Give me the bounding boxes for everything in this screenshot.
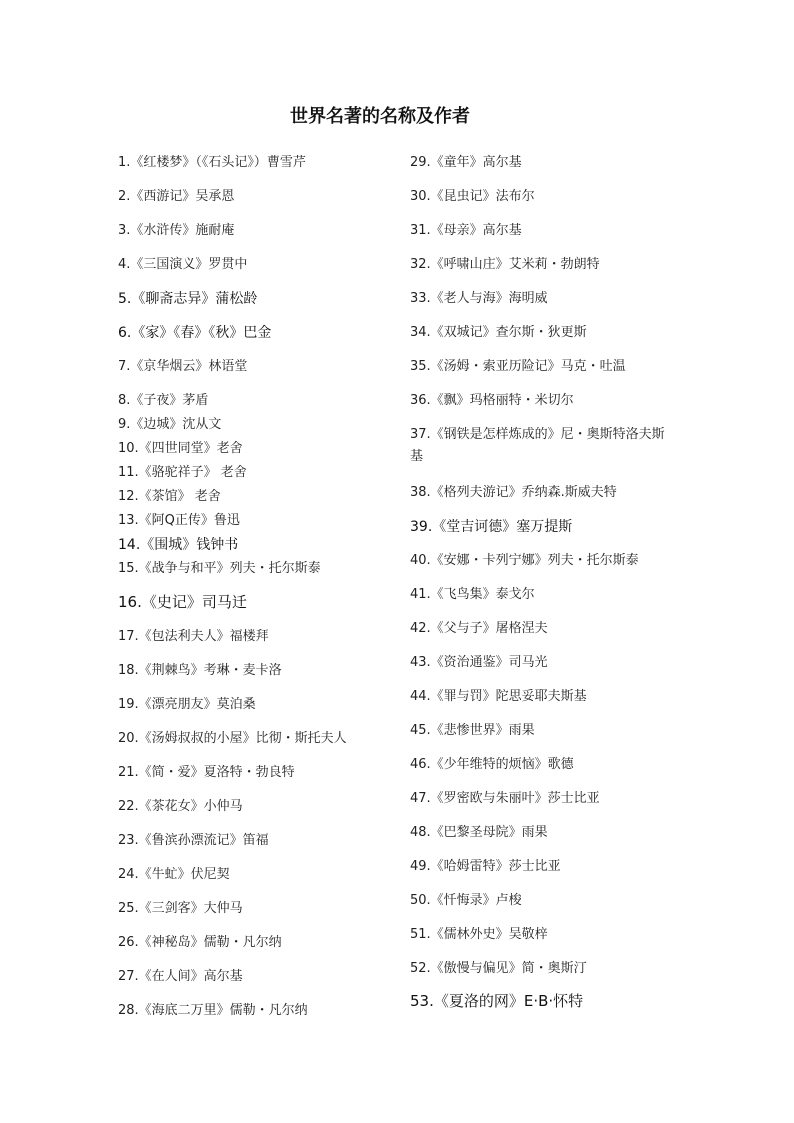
list-item: 21.《简・爱》夏洛特・勃良特 [118,765,295,780]
list-item: 45.《悲惨世界》雨果 [410,723,535,738]
list-item: 50.《忏悔录》卢梭 [410,893,522,908]
list-item: 24.《牛虻》伏尼契 [118,867,230,882]
list-item: 44.《罪与罚》陀思妥耶夫斯基 [410,689,587,704]
list-item: 34.《双城记》查尔斯・狄更斯 [410,325,587,340]
list-item: 2.《西游记》吴承恩 [118,189,235,204]
list-item: 48.《巴黎圣母院》雨果 [410,825,548,840]
list-item: 32.《呼啸山庄》艾米莉・勃朗特 [410,257,600,272]
list-item: 30.《昆虫记》法布尔 [410,189,535,204]
list-item: 16.《史记》司马迁 [118,593,247,611]
list-item: 5.《聊斋志异》蒲松龄 [118,291,258,307]
list-item: 36.《飘》玛格丽特・米切尔 [410,393,574,408]
list-item: 38.《格列夫游记》乔纳森.斯威夫特 [410,485,617,500]
list-item: 14.《围城》钱钟书 [118,537,239,553]
list-item: 42.《父与子》屠格涅夫 [410,621,548,636]
list-item: 13.《阿Q正传》鲁迅 [118,513,240,528]
list-item: 33.《老人与海》海明威 [410,291,548,306]
list-item: 8.《子夜》茅盾 [118,393,209,408]
list-item: 11.《骆驼祥子》 老舍 [118,465,247,480]
list-item: 25.《三剑客》大仲马 [118,901,243,916]
list-item: 10.《四世同堂》老舍 [118,441,243,456]
list-item: 1.《红楼梦》（《石头记》）曹雪芹 [118,155,306,170]
list-item: 28.《海底二万里》儒勒・凡尔纳 [118,1003,308,1018]
list-item: 53.《夏洛的网》E·B·怀特 [410,992,584,1010]
list-item: 51.《儒林外史》吴敬梓 [410,927,548,942]
list-item: 40.《安娜・卡列宁娜》列夫・托尔斯泰 [410,553,639,568]
list-item: 7.《京华烟云》林语堂 [118,359,248,374]
list-item: 20.《汤姆叔叔的小屋》比彻・斯托夫人 [118,731,347,746]
list-item: 31.《母亲》高尔基 [410,223,522,238]
list-item: 39.《堂吉诃德》塞万提斯 [410,519,573,535]
list-item: 41.《飞鸟集》泰戈尔 [410,587,535,602]
list-item: 46.《少年维特的烦恼》歌德 [410,757,574,772]
list-item: 19.《漂亮朋友》莫泊桑 [118,697,256,712]
list-item: 26.《神秘岛》儒勒・凡尔纳 [118,935,282,950]
list-item: 35.《汤姆・索亚历险记》马克・吐温 [410,359,626,374]
list-item: 3.《水浒传》施耐庵 [118,223,235,238]
list-item: 52.《傲慢与偏见》简・奥斯汀 [410,961,587,976]
page-title: 世界名著的名称及作者 [290,106,470,127]
list-item: 6.《家》《春》《秋》巴金 [118,325,272,341]
list-item: 43.《资治通鉴》司马光 [410,655,548,670]
list-item: 47.《罗密欧与朱丽叶》莎士比亚 [410,791,600,806]
list-item: 12.《茶馆》 老舍 [118,489,221,504]
list-item: 9.《边城》沈从文 [118,417,222,432]
list-item: 27.《在人间》高尔基 [118,969,243,984]
list-item: 15.《战争与和平》列夫・托尔斯泰 [118,561,321,576]
list-item: 49.《哈姆雷特》莎士比亚 [410,859,561,874]
list-item: 22.《茶花女》小仲马 [118,799,243,814]
list-item: 37.《钢铁是怎样炼成的》尼・奥斯特洛夫斯基 [410,427,665,464]
list-item: 17.《包法利夫人》福楼拜 [118,629,269,644]
list-item: 18.《荆棘鸟》考琳・麦卡洛 [118,663,282,678]
list-item: 4.《三国演义》罗贯中 [118,257,248,272]
list-item: 29.《童年》高尔基 [410,155,522,170]
list-item: 23.《鲁滨孙漂流记》笛福 [118,833,269,848]
